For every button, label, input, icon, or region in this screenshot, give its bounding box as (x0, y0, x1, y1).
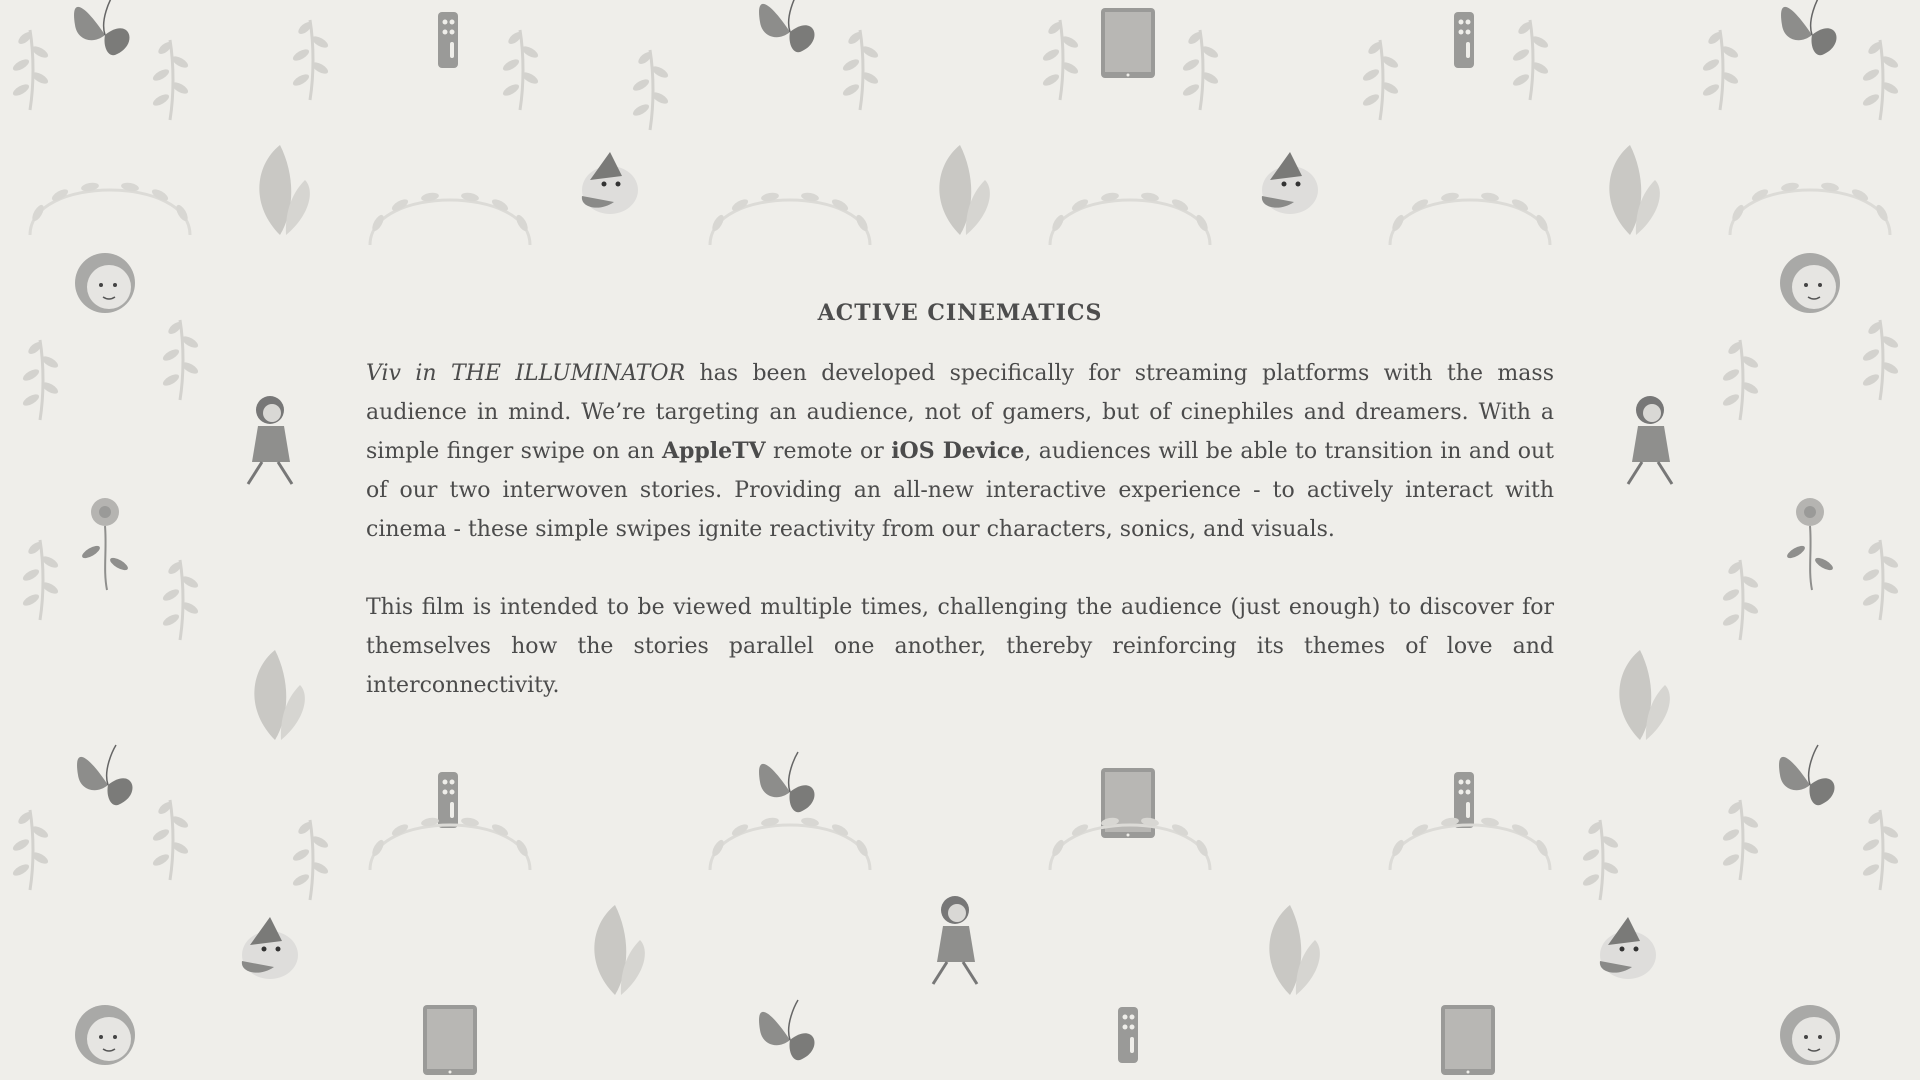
apple-tv-remote-icon (438, 12, 458, 68)
section-title: ACTIVE CINEMATICS (817, 300, 1103, 326)
content-panel (366, 300, 1554, 744)
paragraph-intro-text-c: , audiences will be able to transition in and out of our two interwoven stories. Providing an all-new interactive experience - to actively interact with cinema - these simple swipes ignite reactivity from our characters, sonics, and visuals. (366, 439, 1554, 542)
plant-icon (259, 145, 310, 235)
leaf-arch-icon (1390, 191, 1550, 245)
plant-icon (594, 905, 645, 995)
paragraph-viewing: This film is intended to be viewed multiple times, challenging the audience (just enough) to discover for themselves how the stories parallel one another, thereby reinforcing its themes of love and interconnectivity. (366, 595, 1554, 698)
leaf-arch-icon (30, 181, 190, 235)
apple-tv-remote-icon (438, 772, 458, 828)
leaf-sprig-icon (151, 40, 190, 120)
tablet-icon (1441, 1005, 1495, 1075)
leaf-sprig-icon (1861, 540, 1900, 620)
plant-icon (1619, 650, 1670, 740)
leaf-sprig-icon (161, 320, 200, 400)
flower-icon (80, 498, 129, 590)
leaf-sprig-icon (1511, 20, 1550, 100)
ios-device-label: iOS Device (891, 438, 1025, 464)
leaf-sprig-icon (291, 20, 330, 100)
leaf-sprig-icon (1361, 40, 1400, 120)
leaf-sprig-icon (1721, 800, 1760, 880)
leaf-sprig-icon (291, 820, 330, 900)
paragraph-intro (366, 354, 1554, 549)
bird-icon (1600, 917, 1656, 979)
leaf-arch-icon (1050, 191, 1210, 245)
leaf-sprig-icon (1861, 40, 1900, 120)
leaf-sprig-icon (1581, 820, 1620, 900)
girl-character-icon (1628, 396, 1672, 484)
butterfly-icon (1781, 0, 1836, 55)
tablet-icon (1101, 8, 1155, 78)
butterfly-icon (759, 1000, 814, 1060)
bird-icon (242, 917, 298, 979)
bird-icon (582, 152, 638, 214)
girl-face-icon (1780, 253, 1840, 313)
leaf-sprig-icon (161, 560, 200, 640)
girl-face-icon (1780, 1005, 1840, 1065)
leaf-arch-icon (370, 191, 530, 245)
leaf-sprig-icon (1181, 30, 1220, 110)
leaf-sprig-icon (1861, 320, 1900, 400)
girl-face-icon (75, 253, 135, 313)
leaf-arch-icon (710, 191, 870, 245)
butterfly-icon (1779, 745, 1834, 805)
leaf-arch-icon (1050, 816, 1210, 870)
butterfly-icon (759, 752, 814, 812)
leaf-sprig-icon (631, 50, 670, 130)
leaf-sprig-icon (1041, 20, 1080, 100)
flower-icon (1785, 498, 1834, 590)
girl-character-icon (933, 896, 977, 984)
leaf-sprig-icon (1721, 560, 1760, 640)
plant-icon (1269, 905, 1320, 995)
leaf-sprig-icon (11, 30, 50, 110)
butterfly-icon (74, 0, 129, 55)
paragraph-intro-text-b: remote or (765, 439, 892, 464)
plant-icon (254, 650, 305, 740)
bird-icon (1262, 152, 1318, 214)
apple-tv-remote-icon (1454, 12, 1474, 68)
plant-icon (1609, 145, 1660, 235)
leaf-arch-icon (370, 816, 530, 870)
leaf-sprig-icon (841, 30, 880, 110)
leaf-sprig-icon (1721, 340, 1760, 420)
leaf-sprig-icon (21, 540, 60, 620)
apple-tv-remote-icon (1118, 1007, 1138, 1063)
leaf-arch-icon (1730, 181, 1890, 235)
leaf-sprig-icon (151, 800, 190, 880)
leaf-sprig-icon (1701, 30, 1740, 110)
tablet-icon (423, 1005, 477, 1075)
leaf-sprig-icon (501, 30, 540, 110)
butterfly-icon (77, 745, 132, 805)
girl-character-icon (248, 396, 292, 484)
film-title: Viv in THE ILLUMINATOR (366, 361, 686, 386)
leaf-sprig-icon (11, 810, 50, 890)
girl-face-icon (75, 1005, 135, 1065)
appletv-label: AppleTV (661, 438, 766, 464)
butterfly-icon (759, 0, 814, 52)
leaf-arch-icon (1390, 816, 1550, 870)
plant-icon (939, 145, 990, 235)
leaf-sprig-icon (1861, 810, 1900, 890)
paragraph-intro-text-a: has been developed specifically for streaming platforms with the mass audience in mind. We’re targeting an audience, not of gamers, but of cinephiles and dreamers. With a simple finger swipe on an (366, 361, 1554, 464)
leaf-arch-icon (710, 816, 870, 870)
leaf-sprig-icon (21, 340, 60, 420)
